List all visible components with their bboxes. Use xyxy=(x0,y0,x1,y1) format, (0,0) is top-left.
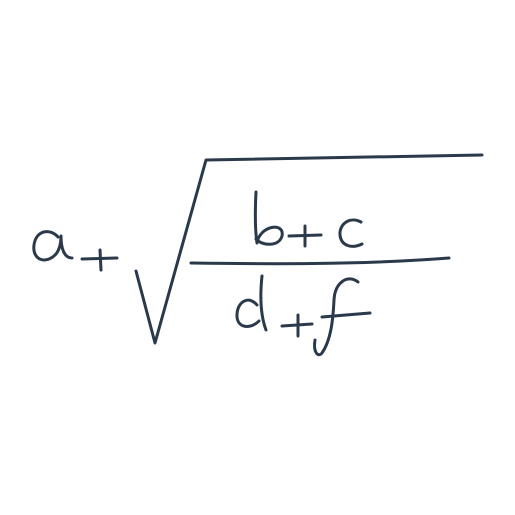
glyph-b xyxy=(255,192,282,244)
glyph-d xyxy=(237,276,266,330)
denominator xyxy=(237,276,370,355)
radical-sign xyxy=(136,155,482,343)
glyph-plus-denominator xyxy=(282,315,312,336)
glyph-plus-numerator xyxy=(289,226,321,246)
numerator xyxy=(255,192,362,246)
glyph-c xyxy=(340,220,362,246)
glyph-plus-outer xyxy=(82,250,117,270)
glyph-f xyxy=(315,279,370,355)
glyph-a xyxy=(34,232,72,260)
fraction-bar xyxy=(191,258,449,264)
